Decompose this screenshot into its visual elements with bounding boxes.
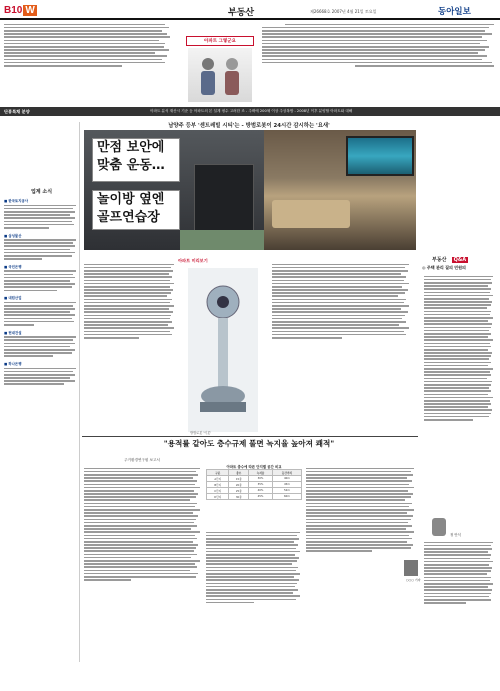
table-cell: B단지: [207, 482, 229, 488]
headline-box-2: [92, 190, 180, 230]
table-cell: D단지: [207, 494, 229, 500]
table-cell: 45%: [249, 494, 273, 500]
top-left-article: [4, 22, 172, 104]
sidebar-badge-highlight: Q&A: [453, 257, 467, 263]
security-robot-icon: [178, 268, 268, 432]
feature-side-label: 아파트 미리보기: [178, 258, 208, 263]
table-header: 층수: [229, 470, 249, 476]
headline-2b: 골프연습장: [97, 210, 160, 225]
table-cell: 25층: [229, 488, 249, 494]
table-row: [207, 494, 302, 500]
left-column-heading: 업계 소식: [30, 189, 53, 195]
section-number: B10 W: [4, 5, 35, 16]
headline-1: 만점 보안에: [97, 140, 165, 155]
table-header: 동간거리: [272, 470, 301, 476]
list-item: ■ 하나은행: [4, 361, 22, 366]
sidebar-body: [424, 274, 494, 514]
sidebar-badge-name: 부동산: [432, 257, 447, 263]
reporter-photo: [404, 560, 418, 576]
bottom-headline: "용적률 같아도 층수규제 풀면 녹지율 높아져 쾌적": [163, 439, 335, 448]
info-box-title: 아파트 그렇군요: [186, 36, 254, 46]
section-name: 부동산: [228, 8, 255, 18]
paper-name: 동아일보: [438, 7, 471, 17]
comparison-table: [206, 464, 302, 524]
columnist-photo: [432, 518, 446, 536]
columnist-name: 정 안식: [450, 533, 461, 537]
table-cell: 30층: [229, 494, 249, 500]
bottom-subhead: 주거환경연구원 보고서: [124, 458, 160, 462]
robot-image: [178, 268, 268, 432]
table-cell: 45m: [272, 482, 301, 488]
reporter-byline: ○○○ 기자: [406, 578, 421, 582]
table-cell: 20층: [229, 482, 249, 488]
issue-info: 제26668호 2007년 4월 21일 토요일: [310, 9, 377, 14]
banner-right-text: 아파트 분석 재산시 기준 등 아파트의 본 설계 평수 고려한 조 - 주택에 200채 이상 주상복합 - 2008년 이후 분양할 아파트와 대해: [150, 109, 353, 113]
feature-photo: [84, 130, 416, 250]
table-cell: C단지: [207, 488, 229, 494]
table-header: 녹지율: [249, 470, 273, 476]
list-item: ■ 한국토지공사: [4, 199, 29, 203]
table-caption: 아파트 층수에 따른 단지별 공간 비교: [226, 465, 282, 469]
table-cell: 40%: [249, 488, 273, 494]
table-cell: 15층: [229, 476, 249, 482]
table-header: 구분: [207, 470, 229, 476]
headline-box-1: [92, 138, 180, 182]
top-right-article: [262, 22, 494, 104]
info-box-illustration: [188, 48, 252, 102]
headline-2: 놀이방 옆엔: [97, 192, 165, 207]
list-item: ■ 삼성물산: [4, 233, 22, 238]
table-cell: 30%: [249, 476, 273, 482]
people-illustration-icon: [188, 48, 252, 102]
bottom-body-col-3: [306, 466, 416, 662]
list-item: ■ 대림산업: [4, 296, 22, 301]
bottom-body-col-2: [206, 530, 302, 662]
feature-body-col-1: [84, 262, 176, 434]
sidebar-title: ◎ 주택 관리 질의 민원의: [422, 265, 466, 270]
table-cell: 52m: [272, 488, 301, 494]
table-cell: 35%: [249, 482, 273, 488]
list-item: ■ 국민은행: [4, 264, 22, 269]
feature-body-col-2: [272, 262, 412, 434]
table-cell: 40m: [272, 476, 301, 482]
bottom-body-col-1: [84, 466, 202, 662]
aquarium-image: [346, 136, 414, 176]
sidebar-body-2: [424, 540, 494, 660]
feature-kicker: 남양주 등부 '센트레빌 시티'는 - 방범로봇이 24시간 감시하는 '요새': [168, 123, 330, 129]
table-cell: 60m: [272, 494, 301, 500]
left-column: [4, 122, 80, 662]
divider: [82, 436, 418, 437]
sofa-image: [272, 200, 350, 228]
table-cell: A단지: [207, 476, 229, 482]
headline-1b: 맞춤 운동…: [97, 158, 165, 173]
banner-left-label: 단봉특채 분양: [4, 109, 30, 114]
golf-range-image: [180, 230, 264, 250]
list-item: ■ 현대건설: [4, 330, 22, 335]
data-table: [206, 469, 302, 500]
sidebar-badge: [432, 246, 492, 263]
robot-caption: 방범로봇 '이롯': [190, 431, 212, 435]
